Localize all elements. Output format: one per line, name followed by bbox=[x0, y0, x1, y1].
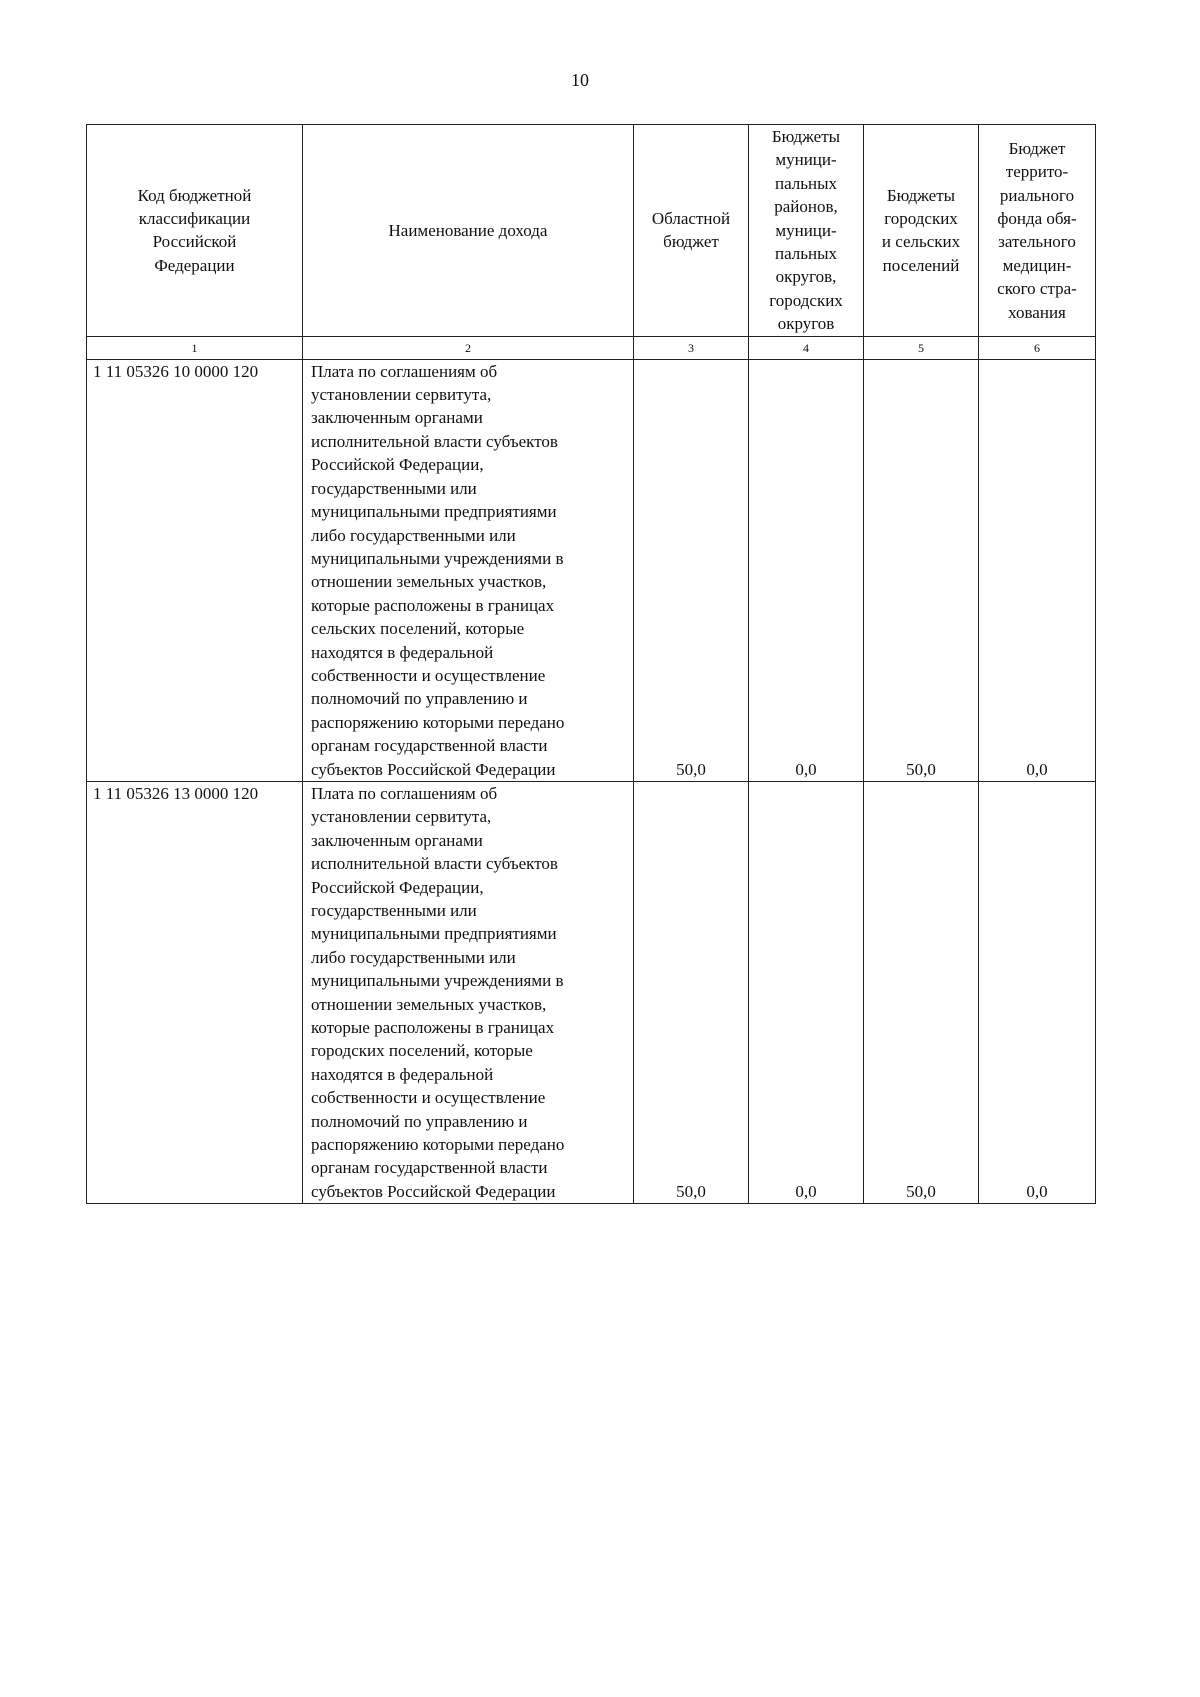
column-number-row bbox=[87, 336, 1096, 359]
income-name-line: исполнительной власти субъектов bbox=[311, 431, 558, 451]
header-line: Наименование дохода bbox=[388, 220, 548, 240]
header-line: ского стра- bbox=[997, 279, 1077, 299]
header-line: зательного bbox=[998, 232, 1076, 252]
header-line: террито- bbox=[1005, 162, 1069, 182]
header-line: пальных bbox=[774, 173, 838, 193]
value-medical-insurance-fund: 0,0 bbox=[979, 359, 1096, 781]
income-name-line: находятся в федеральной bbox=[311, 642, 494, 662]
header-line: классификации bbox=[138, 208, 251, 228]
header-col-3 bbox=[634, 125, 749, 337]
income-name-line: субъектов Российской Федерации bbox=[311, 759, 556, 779]
header-line: муници- bbox=[775, 150, 837, 170]
header-line: медицин- bbox=[1002, 255, 1072, 275]
income-name-line: городских поселений, которые bbox=[311, 1041, 533, 1061]
income-name-line: исполнительной власти субъектов bbox=[311, 854, 558, 874]
income-name-line: установлении сервитута, bbox=[311, 807, 492, 827]
value-municipal-districts: 0,0 bbox=[749, 359, 864, 781]
header-row bbox=[87, 125, 1096, 337]
income-name-line: отношении земельных участков, bbox=[311, 994, 547, 1014]
header-line: районов, bbox=[774, 197, 838, 217]
income-name-line: Плата по соглашениям об bbox=[311, 783, 498, 803]
column-number: 3 bbox=[634, 336, 749, 359]
header-line: городских bbox=[884, 208, 958, 228]
header-line: округов, bbox=[775, 267, 837, 287]
header-col-5 bbox=[864, 125, 979, 337]
header-line: округов bbox=[777, 314, 835, 334]
income-name-line: Российской Федерации, bbox=[311, 877, 484, 897]
income-name bbox=[303, 781, 634, 1203]
header-line: фонда обя- bbox=[997, 208, 1077, 228]
header-line: и сельских bbox=[881, 232, 961, 252]
header-line: Федерации bbox=[154, 255, 235, 275]
income-name-line: полномочий по управлению и bbox=[311, 1111, 528, 1131]
value-regional-budget: 50,0 bbox=[634, 359, 749, 781]
income-name-line: субъектов Российской Федерации bbox=[311, 1181, 556, 1201]
income-name-line: собственности и осуществление bbox=[311, 1088, 546, 1108]
income-name-line: заключенным органами bbox=[311, 408, 483, 428]
header-line: городских bbox=[769, 290, 843, 310]
income-name-line: отношении земельных участков, bbox=[311, 572, 547, 592]
income-name-line: Плата по соглашениям об bbox=[311, 361, 498, 381]
income-name-line: собственности и осуществление bbox=[311, 665, 546, 685]
table-row bbox=[87, 359, 1096, 781]
header-line: Код бюджетной bbox=[137, 185, 252, 205]
header-col-1 bbox=[87, 125, 303, 337]
column-number: 6 bbox=[979, 336, 1096, 359]
column-number: 2 bbox=[303, 336, 634, 359]
header-col-6 bbox=[979, 125, 1096, 337]
header-line: бюджет bbox=[663, 232, 719, 252]
income-name-line: органам государственной власти bbox=[311, 736, 548, 756]
income-name-line: которые расположены в границах bbox=[311, 595, 555, 615]
value-regional-budget: 50,0 bbox=[634, 781, 749, 1203]
income-name-line: сельских поселений, которые bbox=[311, 619, 525, 639]
income-name-line: либо государственными или bbox=[311, 525, 516, 545]
header-col-2 bbox=[303, 125, 634, 337]
value-municipal-districts: 0,0 bbox=[749, 781, 864, 1203]
budget-code: 1 11 05326 13 0000 120 bbox=[87, 781, 303, 1203]
income-name-line: государственными или bbox=[311, 901, 477, 920]
income-name-line: установлении сервитута, bbox=[311, 385, 492, 405]
budget-revenue-table bbox=[86, 124, 1096, 1204]
income-name-line: муниципальными учреждениями в bbox=[311, 548, 564, 568]
column-number: 1 bbox=[87, 336, 303, 359]
header-line: риального bbox=[999, 185, 1075, 205]
income-name-line: либо государственными или bbox=[311, 947, 516, 967]
income-name-line: муниципальными учреждениями в bbox=[311, 971, 564, 991]
income-name-line: органам государственной власти bbox=[311, 1158, 548, 1178]
income-name-line: распоряжению которыми передано bbox=[311, 1135, 565, 1155]
header-line: хования bbox=[1008, 302, 1066, 322]
value-medical-insurance-fund: 0,0 bbox=[979, 781, 1096, 1203]
budget-code: 1 11 05326 10 0000 120 bbox=[87, 359, 303, 781]
income-name-line: распоряжению которыми передано bbox=[311, 712, 565, 732]
column-number: 5 bbox=[864, 336, 979, 359]
value-settlements: 50,0 bbox=[864, 781, 979, 1203]
header-line: Бюджет bbox=[1008, 138, 1066, 158]
header-line: Бюджеты bbox=[886, 185, 956, 205]
income-name-line: которые расположены в границах bbox=[311, 1018, 555, 1038]
income-name-line: муниципальными предприятиями bbox=[311, 502, 557, 522]
header-line: поселений bbox=[882, 255, 960, 275]
header-line: пальных bbox=[774, 244, 838, 264]
income-name-line: полномочий по управлению и bbox=[311, 689, 528, 709]
income-name-line: заключенным органами bbox=[311, 830, 483, 850]
value-settlements: 50,0 bbox=[864, 359, 979, 781]
income-name-line: государственными или bbox=[311, 478, 477, 498]
header-line: муници- bbox=[775, 220, 837, 240]
header-line: Российской bbox=[152, 232, 237, 252]
income-name bbox=[303, 359, 634, 781]
income-name-line: муниципальными предприятиями bbox=[311, 924, 557, 944]
income-name-line: Российской Федерации, bbox=[311, 455, 484, 475]
page-number: 10 bbox=[571, 70, 589, 90]
income-name-line: находятся в федеральной bbox=[311, 1064, 494, 1084]
column-number: 4 bbox=[749, 336, 864, 359]
header-line: Бюджеты bbox=[771, 127, 841, 146]
header-col-4 bbox=[749, 125, 864, 337]
header-line: Областной bbox=[651, 208, 731, 228]
table-row bbox=[87, 781, 1096, 1203]
